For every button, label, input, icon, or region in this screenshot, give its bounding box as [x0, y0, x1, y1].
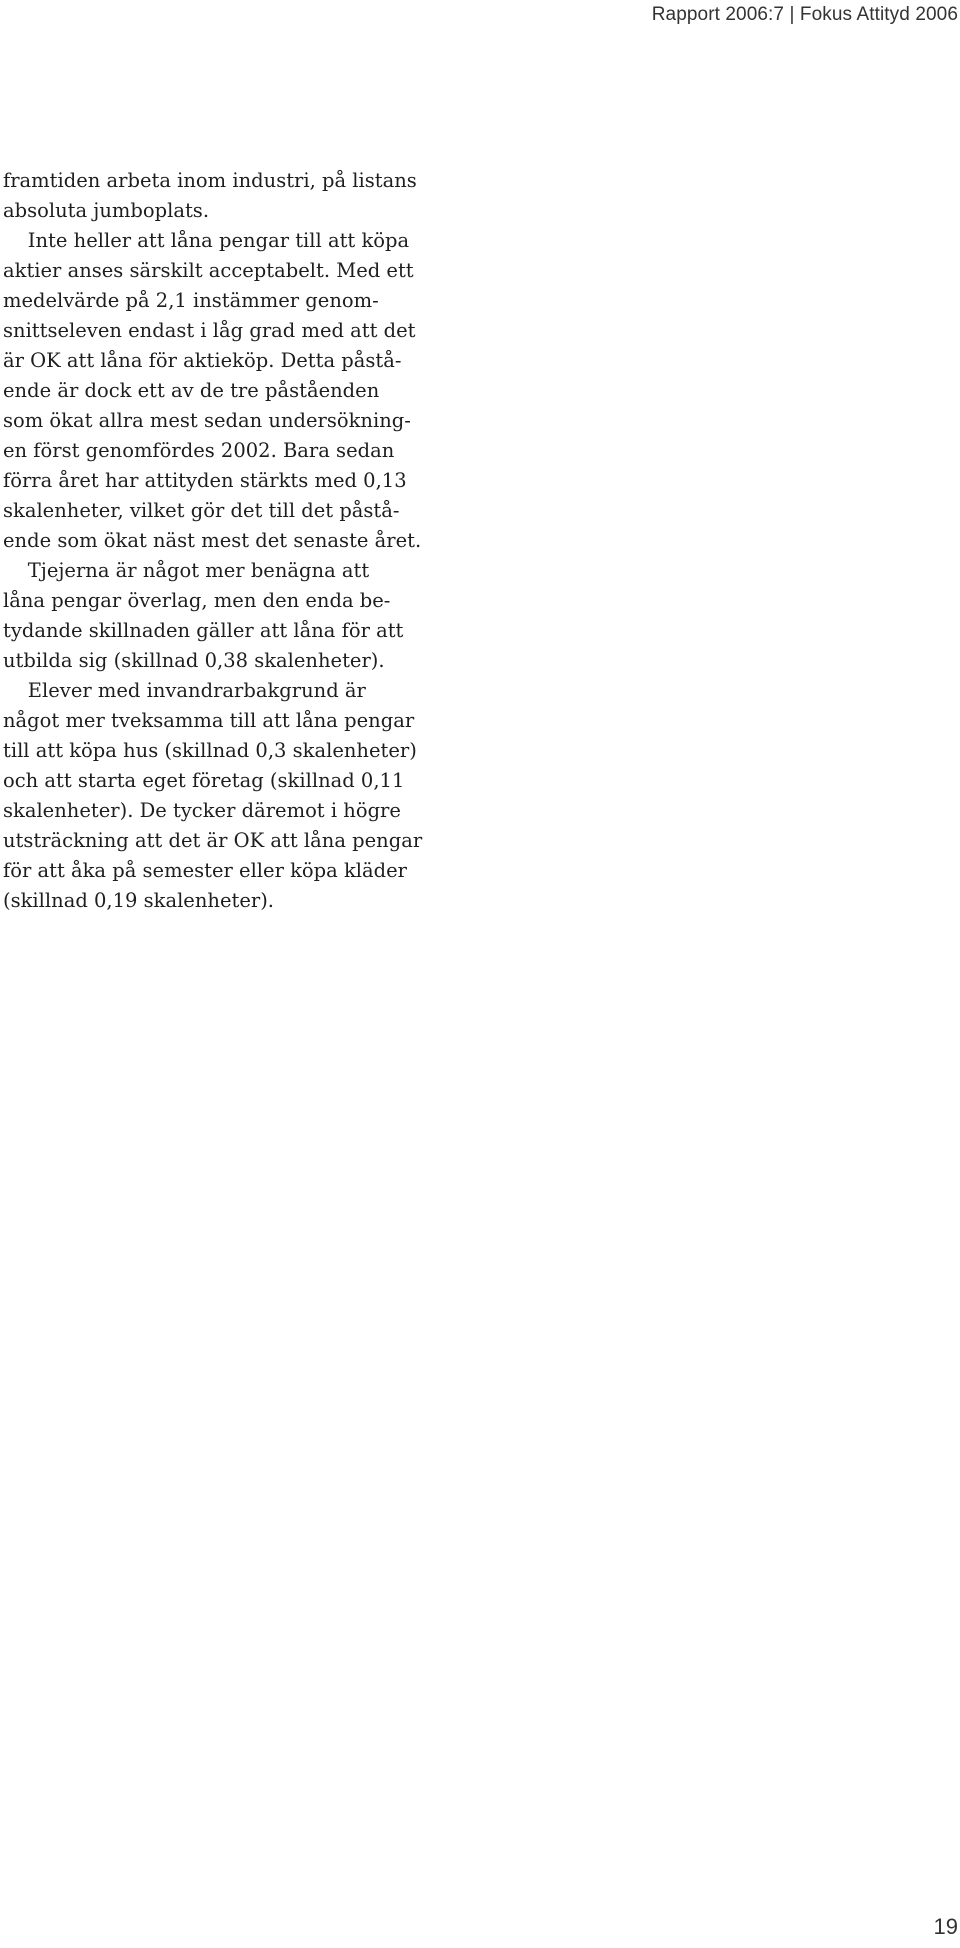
body-text: [3, 166, 443, 916]
text-line: skalenheter, vilket gör det till det påstå-: [3, 499, 400, 522]
text-line: absoluta jumboplats.: [3, 199, 210, 222]
text-line: Elever med invandrarbakgrund är: [3, 679, 366, 702]
text-line: är OK att låna för aktieköp. Detta påstå-: [3, 349, 402, 372]
text-line: som ökat allra mest sedan undersökning-: [3, 409, 411, 432]
text-line: skalenheter). De tycker däremot i högre: [3, 799, 401, 822]
text-line: utsträckning att det är OK att låna pengar: [3, 829, 423, 852]
text-line: snittseleven endast i låg grad med att det: [3, 319, 416, 342]
text-line: tydande skillnaden gäller att låna för att: [3, 619, 404, 642]
text-line: för att åka på semester eller köpa kläder: [3, 859, 407, 882]
text-line: till att köpa hus (skillnad 0,3 skalenheter): [3, 739, 417, 762]
text-line: låna pengar överlag, men den enda be-: [3, 589, 391, 612]
text-line: en först genomfördes 2002. Bara sedan: [3, 439, 395, 462]
text-line: förra året har attityden stärkts med 0,13: [3, 469, 407, 492]
text-line: framtiden arbeta inom industri, på listans: [3, 169, 417, 192]
text-line: Inte heller att låna pengar till att köpa: [3, 229, 410, 252]
text-line: aktier anses särskilt acceptabelt. Med ett: [3, 259, 414, 282]
page-number: 19: [933, 1914, 958, 1939]
text-line: medelvärde på 2,1 instämmer genom-: [3, 289, 379, 312]
text-line: och att starta eget företag (skillnad 0,11: [3, 769, 405, 792]
text-line: något mer tveksamma till att låna pengar: [3, 709, 415, 732]
text-line: ende är dock ett av de tre påståenden: [3, 379, 380, 402]
text-line: Tjejerna är något mer benägna att: [3, 559, 370, 582]
text-line: ende som ökat näst mest det senaste året.: [3, 529, 422, 552]
text-line: (skillnad 0,19 skalenheter).: [3, 889, 275, 912]
text-line: utbilda sig (skillnad 0,38 skalenheter).: [3, 649, 385, 672]
running-header: Rapport 2006:7 | Fokus Attityd 2006: [651, 4, 958, 25]
